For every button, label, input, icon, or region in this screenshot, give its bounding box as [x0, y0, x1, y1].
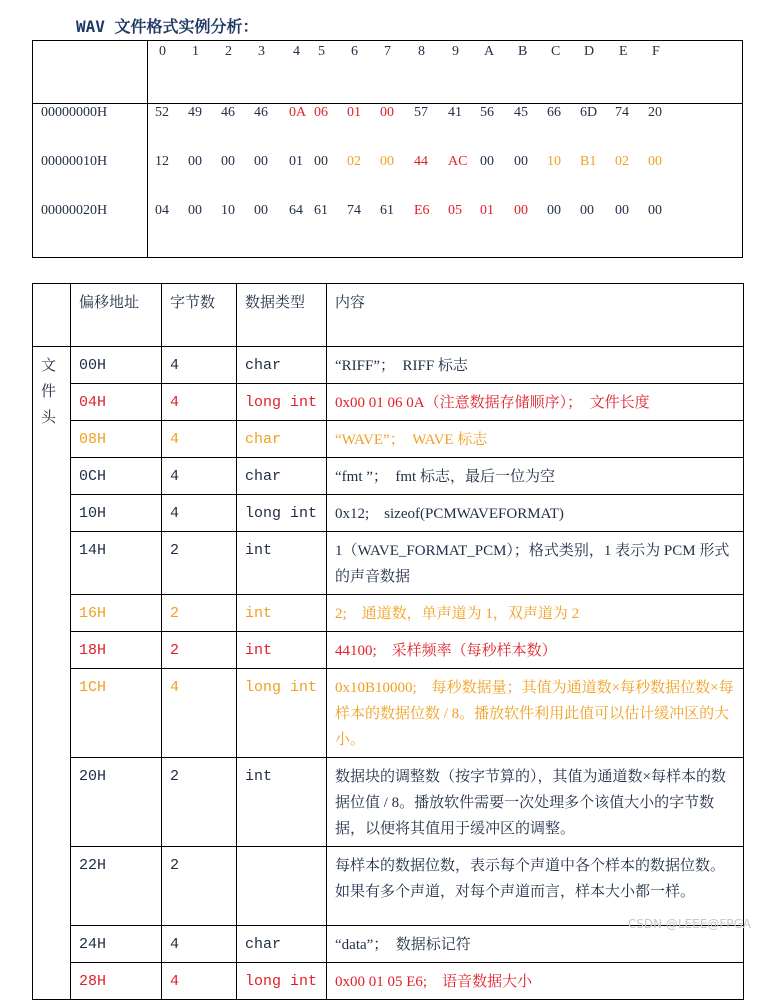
cell-offset: 00H	[71, 347, 162, 384]
cell-content: 44100; 采样频率（每秒样本数）	[327, 632, 744, 669]
header-bytes: 字节数	[162, 284, 237, 347]
hex-byte: 12	[155, 154, 169, 169]
hex-byte: 00	[648, 154, 662, 169]
table-row	[33, 595, 744, 632]
hex-byte: 04	[155, 203, 169, 218]
hex-column-header: A	[484, 44, 495, 59]
header-type: 数据类型	[237, 284, 327, 347]
cell-type: long int	[237, 669, 327, 758]
hex-column-header: E	[619, 44, 628, 59]
header-offset: 偏移地址	[71, 284, 162, 347]
hex-byte: 74	[615, 105, 629, 120]
hex-column-header: 1	[192, 44, 199, 59]
table-row	[33, 347, 744, 384]
hex-byte: 61	[314, 203, 328, 218]
column-divider	[147, 41, 148, 257]
cell-bytes: 2	[162, 758, 237, 847]
hex-byte: AC	[448, 154, 468, 169]
hex-byte: 45	[514, 105, 528, 120]
cell-offset: 18H	[71, 632, 162, 669]
cell-bytes: 4	[162, 347, 237, 384]
cell-offset: 14H	[71, 532, 162, 595]
hex-byte: 06	[314, 105, 328, 120]
hex-byte: 00	[221, 154, 235, 169]
cell-offset: 22H	[71, 847, 162, 926]
hex-byte: 00	[648, 203, 662, 218]
hex-byte: 20	[648, 105, 662, 120]
hex-byte: 41	[448, 105, 462, 120]
hex-column-header: 8	[418, 44, 425, 59]
hex-row-address: 00000000H	[41, 105, 108, 120]
hex-byte: 64	[289, 203, 303, 218]
hex-dump-table	[32, 40, 743, 258]
cell-content: 0x12; sizeof(PCMWAVEFORMAT)	[327, 495, 744, 532]
cell-bytes: 2	[162, 595, 237, 632]
hex-byte: 02	[347, 154, 361, 169]
hex-byte: 10	[221, 203, 235, 218]
hex-byte: 66	[547, 105, 561, 120]
hex-byte: 00	[580, 203, 594, 218]
hex-byte: 00	[254, 154, 268, 169]
hex-byte: 61	[380, 203, 394, 218]
page-title: WAV 文件格式实例分析：	[76, 17, 259, 36]
hex-byte: 01	[480, 203, 494, 218]
cell-bytes: 4	[162, 926, 237, 963]
cell-content: 每样本的数据位数，表示每个声道中各个样本的数据位数。如果有多个声道，对每个声道而言，样本大小都一样。	[327, 847, 744, 926]
cell-bytes: 4	[162, 384, 237, 421]
cell-type	[237, 847, 327, 926]
hex-byte: 52	[155, 105, 169, 120]
hex-byte: 57	[414, 105, 428, 120]
table-row	[33, 632, 744, 669]
table-row	[33, 421, 744, 458]
cell-offset: 16H	[71, 595, 162, 632]
cell-content: 1（WAVE_FORMAT_PCM）；格式类别，1 表示为 PCM 形式的声音数据	[327, 532, 744, 595]
hex-byte: 00	[514, 154, 528, 169]
header-content: 内容	[327, 284, 744, 347]
hex-column-header: 9	[452, 44, 459, 59]
hex-byte: 44	[414, 154, 428, 169]
hex-byte: 00	[380, 105, 394, 120]
cell-offset: 04H	[71, 384, 162, 421]
hex-byte: 46	[221, 105, 235, 120]
cell-type: long int	[237, 963, 327, 1000]
hex-column-header: 4	[293, 44, 300, 59]
cell-type: char	[237, 421, 327, 458]
hex-byte: 00	[188, 154, 202, 169]
cell-offset: 1CH	[71, 669, 162, 758]
hex-byte: 6D	[580, 105, 598, 120]
table-row	[33, 532, 744, 595]
cell-content: 0x00 01 05 E6; 语音数据大小	[327, 963, 744, 1000]
table-header-row	[33, 284, 744, 347]
hex-byte: 00	[514, 203, 528, 218]
cell-content: 2; 通道数，单声道为 1，双声道为 2	[327, 595, 744, 632]
cell-offset: 20H	[71, 758, 162, 847]
table-row	[33, 758, 744, 847]
cell-content: 0x00 01 06 0A（注意数据存储顺序）； 文件长度	[327, 384, 744, 421]
hex-byte: 00	[480, 154, 494, 169]
cell-type: char	[237, 458, 327, 495]
cell-bytes: 4	[162, 669, 237, 758]
table-row	[33, 495, 744, 532]
cell-offset: 28H	[71, 963, 162, 1000]
hex-byte: 00	[314, 154, 328, 169]
cell-content: “fmt ”； fmt 标志，最后一位为空	[327, 458, 744, 495]
hex-byte: 00	[380, 154, 394, 169]
cell-bytes: 2	[162, 632, 237, 669]
hex-column-header: 0	[159, 44, 166, 59]
watermark: CSDN @LEEE@FPGA	[627, 917, 751, 931]
cell-type: int	[237, 532, 327, 595]
hex-column-header: F	[652, 44, 660, 59]
cell-bytes: 4	[162, 495, 237, 532]
cell-offset: 10H	[71, 495, 162, 532]
cell-offset: 08H	[71, 421, 162, 458]
hex-byte: 00	[547, 203, 561, 218]
cell-content: “data”； 数据标记符	[327, 926, 744, 963]
hex-row-address: 00000020H	[41, 203, 108, 218]
hex-byte: 01	[289, 154, 303, 169]
hex-byte: 00	[188, 203, 202, 218]
header-divider	[33, 103, 742, 104]
cell-content: “RIFF”； RIFF 标志	[327, 347, 744, 384]
cell-bytes: 2	[162, 532, 237, 595]
cell-offset: 0CH	[71, 458, 162, 495]
hex-column-header: 3	[258, 44, 265, 59]
cell-type: char	[237, 347, 327, 384]
table-row	[33, 926, 744, 963]
cell-bytes: 4	[162, 963, 237, 1000]
wav-header-table	[32, 283, 744, 1000]
hex-byte: 01	[347, 105, 361, 120]
cell-type: int	[237, 595, 327, 632]
cell-content: 数据块的调整数（按字节算的），其值为通道数×每样本的数据位值 / 8。播放软件需要一次处理多个该值大小的字节数据，以便将其值用于缓冲区的调整。	[327, 758, 744, 847]
cell-type: long int	[237, 495, 327, 532]
cell-type: long int	[237, 384, 327, 421]
table-row	[33, 669, 744, 758]
hex-column-header: 7	[384, 44, 391, 59]
hex-byte: 46	[254, 105, 268, 120]
hex-column-header: B	[518, 44, 528, 59]
hex-column-header: C	[551, 44, 561, 59]
cell-type: char	[237, 926, 327, 963]
hex-byte: 74	[347, 203, 361, 218]
table-row	[33, 963, 744, 1000]
cell-bytes: 4	[162, 458, 237, 495]
section-label: 文件头	[33, 347, 71, 1000]
cell-content: “WAVE”； WAVE 标志	[327, 421, 744, 458]
hex-byte: 0A	[289, 105, 307, 120]
hex-row-address: 00000010H	[41, 154, 108, 169]
corner-cell	[33, 284, 71, 347]
hex-byte: 49	[188, 105, 202, 120]
table-row	[33, 458, 744, 495]
table-row	[33, 847, 744, 926]
cell-type: int	[237, 632, 327, 669]
hex-byte: E6	[414, 203, 430, 218]
hex-byte: 05	[448, 203, 462, 218]
hex-column-header: 6	[351, 44, 358, 59]
hex-byte: 00	[615, 203, 629, 218]
hex-byte: 10	[547, 154, 561, 169]
hex-byte: B1	[580, 154, 597, 169]
hex-column-header: D	[584, 44, 595, 59]
hex-byte: 02	[615, 154, 629, 169]
cell-content: 0x10B10000; 每秒数据量；其值为通道数×每秒数据位数×每样本的数据位数 / 8。播放软件利用此值可以估计缓冲区的大小。	[327, 669, 744, 758]
cell-offset: 24H	[71, 926, 162, 963]
hex-column-header: 5	[318, 44, 325, 59]
hex-byte: 56	[480, 105, 494, 120]
cell-type: int	[237, 758, 327, 847]
table-row	[33, 384, 744, 421]
hex-column-header: 2	[225, 44, 232, 59]
hex-byte: 00	[254, 203, 268, 218]
cell-bytes: 2	[162, 847, 237, 926]
cell-bytes: 4	[162, 421, 237, 458]
